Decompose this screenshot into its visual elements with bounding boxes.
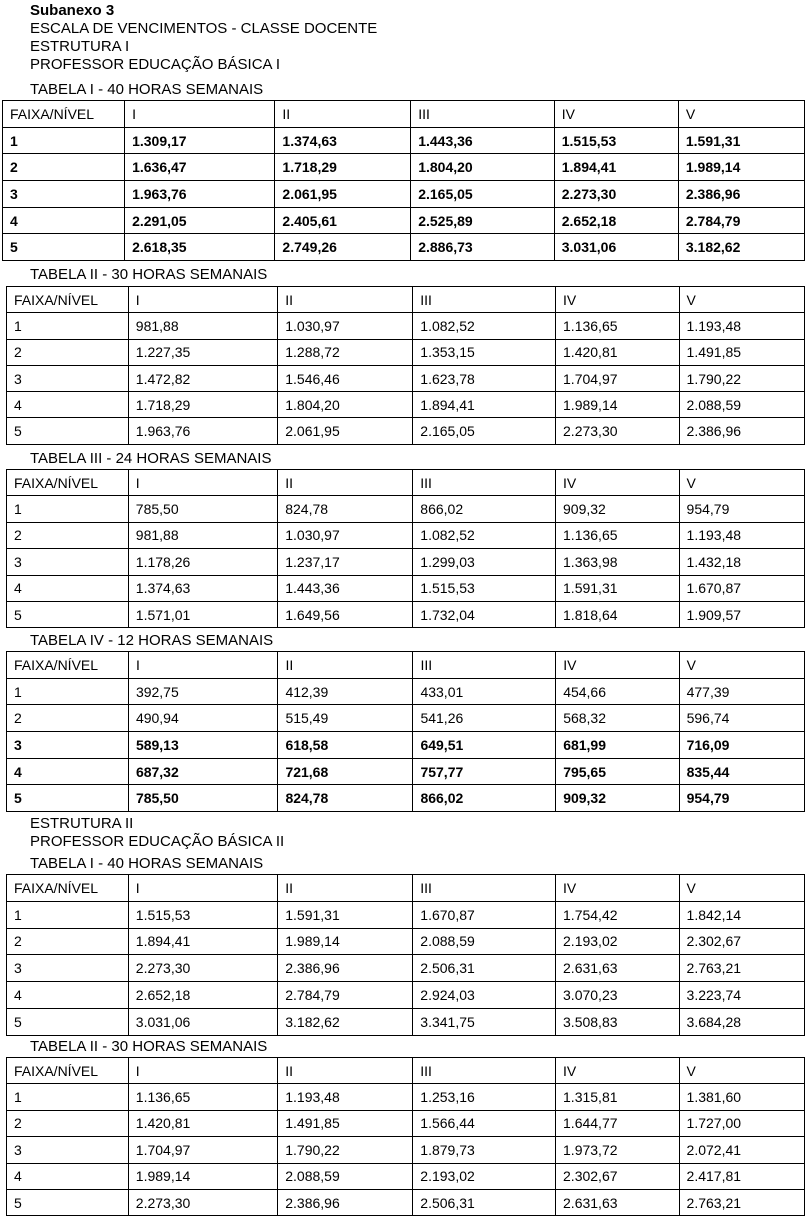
salary-cell: 1.432,18	[679, 549, 804, 575]
faixa-cell: 2	[7, 1110, 129, 1136]
salary-cell: 3.684,28	[679, 1008, 804, 1035]
salary-cell: 2.763,21	[679, 1189, 804, 1215]
table-row	[3, 127, 805, 154]
salary-cell: 2.386,96	[679, 418, 804, 444]
salary-cell: 1.299,03	[413, 549, 556, 575]
salary-cell: 1.804,20	[411, 154, 555, 181]
salary-cell: 1.309,17	[125, 127, 275, 154]
salary-table	[6, 651, 805, 812]
salary-cell: 1.644,77	[556, 1110, 680, 1136]
table-title: TABELA I - 40 HORAS SEMANAIS	[30, 855, 264, 872]
level-header: V	[679, 875, 804, 902]
salary-cell: 1.253,16	[413, 1084, 556, 1110]
salary-cell: 2.088,59	[413, 928, 556, 955]
salary-cell: 2.631,63	[556, 1189, 680, 1215]
salary-cell: 1.790,22	[278, 1137, 413, 1163]
professor-title: PROFESSOR EDUCAÇÃO BÁSICA I	[30, 56, 281, 73]
salary-cell: 1.227,35	[128, 339, 277, 365]
faixa-cell: 2	[3, 154, 125, 181]
table-row	[3, 234, 805, 261]
faixa-cell: 1	[7, 496, 129, 522]
salary-cell: 1.546,46	[278, 365, 413, 391]
structure2-title: ESTRUTURA II	[30, 815, 134, 832]
salary-cell: 1.491,85	[278, 1110, 413, 1136]
faixa-cell: 2	[7, 928, 129, 955]
salary-cell: 909,32	[556, 785, 679, 812]
salary-table	[2, 100, 805, 261]
table-row	[7, 678, 805, 705]
salary-cell: 1.363,98	[556, 549, 680, 575]
faixa-cell: 2	[7, 339, 129, 365]
scale-title: ESCALA DE VENCIMENTOS - CLASSE DOCENTE	[30, 20, 378, 37]
salary-cell: 1.732,04	[413, 601, 556, 627]
salary-cell: 1.136,65	[128, 1084, 277, 1110]
table-title: TABELA II - 30 HORAS SEMANAIS	[30, 1038, 268, 1055]
salary-cell: 954,79	[679, 496, 804, 522]
salary-cell: 1.030,97	[278, 313, 413, 339]
salary-cell: 1.082,52	[413, 313, 556, 339]
table-row	[3, 154, 805, 181]
faixa-cell: 3	[7, 1137, 129, 1163]
salary-cell: 1.515,53	[554, 127, 678, 154]
table-row	[7, 732, 805, 759]
salary-cell: 866,02	[413, 785, 556, 812]
faixa-nivel-header: FAIXA/NÍVEL	[7, 652, 129, 679]
salary-cell: 824,78	[278, 496, 413, 522]
salary-cell: 490,94	[128, 705, 278, 732]
salary-cell: 2.193,02	[556, 928, 680, 955]
table-row	[7, 982, 805, 1009]
salary-cell: 618,58	[278, 732, 413, 759]
level-header: I	[128, 875, 277, 902]
level-header: III	[413, 287, 556, 313]
level-header: I	[128, 287, 277, 313]
salary-cell: 1.193,48	[679, 313, 804, 339]
salary-cell: 2.061,95	[278, 418, 413, 444]
level-header: I	[128, 652, 278, 679]
salary-cell: 649,51	[413, 732, 556, 759]
table-title: TABELA I - 40 HORAS SEMANAIS	[30, 81, 264, 98]
document-header	[30, 2, 377, 74]
level-header: V	[679, 287, 804, 313]
table-row	[7, 496, 805, 522]
salary-cell: 3.508,83	[556, 1008, 680, 1035]
table-row	[7, 1110, 805, 1136]
salary-cell: 909,32	[556, 496, 680, 522]
faixa-nivel-header: FAIXA/NÍVEL	[3, 101, 125, 128]
level-header: V	[679, 1058, 804, 1084]
salary-cell: 981,88	[128, 522, 277, 548]
salary-cell: 1.353,15	[413, 339, 556, 365]
faixa-cell: 1	[7, 678, 129, 705]
table-row	[7, 785, 805, 812]
faixa-nivel-header: FAIXA/NÍVEL	[7, 287, 129, 313]
table-header-row	[7, 875, 805, 902]
salary-cell: 1.718,29	[128, 392, 277, 418]
salary-cell: 2.386,96	[678, 181, 804, 208]
salary-cell: 2.273,30	[554, 181, 678, 208]
salary-cell: 721,68	[278, 758, 413, 785]
faixa-cell: 2	[7, 522, 129, 548]
table-row	[7, 1084, 805, 1110]
salary-cell: 1.030,97	[278, 522, 413, 548]
salary-cell: 1.754,42	[556, 901, 680, 928]
salary-cell: 1.193,48	[679, 522, 804, 548]
table-row	[7, 601, 805, 627]
level-header: II	[278, 470, 413, 496]
salary-cell: 2.618,35	[125, 234, 275, 261]
table-header-row	[3, 101, 805, 128]
professor2-title: PROFESSOR EDUCAÇÃO BÁSICA II	[30, 833, 285, 850]
salary-cell: 2.088,59	[679, 392, 804, 418]
salary-cell: 1.818,64	[556, 601, 680, 627]
level-header: IV	[556, 652, 679, 679]
salary-cell: 392,75	[128, 678, 278, 705]
salary-cell: 2.302,67	[556, 1163, 680, 1189]
salary-cell: 412,39	[278, 678, 413, 705]
level-header: III	[413, 470, 556, 496]
salary-cell: 1.718,29	[275, 154, 411, 181]
faixa-cell: 1	[3, 127, 125, 154]
faixa-cell: 4	[7, 758, 129, 785]
salary-cell: 1.381,60	[679, 1084, 804, 1110]
salary-cell: 1.491,85	[679, 339, 804, 365]
salary-cell: 1.315,81	[556, 1084, 680, 1110]
salary-cell: 596,74	[679, 705, 804, 732]
salary-cell: 2.506,31	[413, 1189, 556, 1215]
salary-cell: 716,09	[679, 732, 804, 759]
salary-cell: 1.973,72	[556, 1137, 680, 1163]
level-header: IV	[556, 470, 680, 496]
salary-cell: 1.704,97	[128, 1137, 277, 1163]
salary-cell: 2.273,30	[556, 418, 680, 444]
salary-cell: 1.591,31	[556, 575, 680, 601]
salary-cell: 1.989,14	[556, 392, 680, 418]
salary-cell: 1.443,36	[278, 575, 413, 601]
salary-cell: 1.136,65	[556, 522, 680, 548]
salary-cell: 2.273,30	[128, 955, 277, 982]
salary-cell: 2.405,61	[275, 207, 411, 234]
salary-cell: 1.894,41	[554, 154, 678, 181]
level-header: V	[678, 101, 804, 128]
salary-cell: 541,26	[413, 705, 556, 732]
salary-cell: 1.288,72	[278, 339, 413, 365]
salary-cell: 1.443,36	[411, 127, 555, 154]
salary-cell: 3.182,62	[278, 1008, 413, 1035]
level-header: IV	[556, 875, 680, 902]
table-title: TABELA II - 30 HORAS SEMANAIS	[30, 266, 268, 283]
table-row	[7, 522, 805, 548]
salary-cell: 2.291,05	[125, 207, 275, 234]
level-header: I	[128, 1058, 277, 1084]
salary-cell: 2.302,67	[679, 928, 804, 955]
table-row	[7, 549, 805, 575]
salary-cell: 2.273,30	[128, 1189, 277, 1215]
faixa-cell: 3	[7, 365, 129, 391]
salary-cell: 785,50	[128, 785, 278, 812]
level-header: I	[128, 470, 277, 496]
salary-cell: 3.223,74	[679, 982, 804, 1009]
level-header: IV	[556, 287, 680, 313]
salary-cell: 1.879,73	[413, 1137, 556, 1163]
salary-cell: 2.525,89	[411, 207, 555, 234]
salary-cell: 1.082,52	[413, 522, 556, 548]
faixa-cell: 2	[7, 705, 129, 732]
salary-cell: 687,32	[128, 758, 278, 785]
salary-cell: 1.636,47	[125, 154, 275, 181]
salary-cell: 1.894,41	[413, 392, 556, 418]
salary-table	[6, 1057, 805, 1216]
salary-cell: 1.623,78	[413, 365, 556, 391]
salary-cell: 1.374,63	[128, 575, 277, 601]
salary-cell: 1.909,57	[679, 601, 804, 627]
table-header-row	[7, 287, 805, 313]
salary-cell: 589,13	[128, 732, 278, 759]
table-row	[7, 928, 805, 955]
table-title: TABELA III - 24 HORAS SEMANAIS	[30, 450, 272, 467]
faixa-cell: 1	[7, 901, 129, 928]
table-row	[7, 1163, 805, 1189]
table-row	[7, 1137, 805, 1163]
level-header: IV	[556, 1058, 680, 1084]
structure-title: ESTRUTURA I	[30, 38, 130, 55]
salary-cell: 1.963,76	[128, 418, 277, 444]
salary-cell: 1.515,53	[128, 901, 277, 928]
faixa-cell: 5	[7, 1189, 129, 1215]
table-header-row	[7, 470, 805, 496]
salary-cell: 1.237,17	[278, 549, 413, 575]
level-header: II	[275, 101, 411, 128]
faixa-cell: 5	[7, 418, 129, 444]
salary-cell: 3.031,06	[554, 234, 678, 261]
table-row	[7, 339, 805, 365]
table-row	[3, 207, 805, 234]
salary-cell: 1.790,22	[679, 365, 804, 391]
table-row	[7, 901, 805, 928]
salary-cell: 1.989,14	[128, 1163, 277, 1189]
salary-cell: 3.070,23	[556, 982, 680, 1009]
salary-cell: 1.136,65	[556, 313, 680, 339]
salary-cell: 681,99	[556, 732, 679, 759]
table-row	[7, 955, 805, 982]
salary-cell: 2.784,79	[678, 207, 804, 234]
salary-cell: 1.963,76	[125, 181, 275, 208]
table-row	[7, 1008, 805, 1035]
salary-cell: 1.193,48	[278, 1084, 413, 1110]
salary-cell: 1.727,00	[679, 1110, 804, 1136]
salary-cell: 477,39	[679, 678, 804, 705]
faixa-nivel-header: FAIXA/NÍVEL	[7, 470, 129, 496]
salary-cell: 2.506,31	[413, 955, 556, 982]
salary-table	[6, 286, 805, 445]
level-header: II	[278, 1058, 413, 1084]
salary-cell: 2.193,02	[413, 1163, 556, 1189]
table-row	[3, 181, 805, 208]
salary-table	[6, 874, 805, 1036]
faixa-nivel-header: FAIXA/NÍVEL	[7, 1058, 129, 1084]
salary-cell: 2.652,18	[554, 207, 678, 234]
level-header: I	[125, 101, 275, 128]
salary-cell: 954,79	[679, 785, 804, 812]
table-row	[7, 365, 805, 391]
table-header-row	[7, 652, 805, 679]
faixa-cell: 1	[7, 313, 129, 339]
salary-cell: 1.804,20	[278, 392, 413, 418]
faixa-cell: 4	[7, 575, 129, 601]
salary-cell: 3.341,75	[413, 1008, 556, 1035]
salary-cell: 1.420,81	[556, 339, 680, 365]
salary-cell: 2.386,96	[278, 955, 413, 982]
salary-cell: 2.088,59	[278, 1163, 413, 1189]
salary-cell: 2.165,05	[411, 181, 555, 208]
salary-cell: 1.591,31	[678, 127, 804, 154]
level-header: V	[679, 652, 804, 679]
faixa-cell: 4	[7, 1163, 129, 1189]
salary-cell: 1.894,41	[128, 928, 277, 955]
salary-cell: 2.061,95	[275, 181, 411, 208]
salary-cell: 515,49	[278, 705, 413, 732]
level-header: III	[413, 1058, 556, 1084]
salary-cell: 1.571,01	[128, 601, 277, 627]
table-row	[7, 313, 805, 339]
table-row	[7, 1189, 805, 1215]
salary-cell: 866,02	[413, 496, 556, 522]
salary-cell: 785,50	[128, 496, 277, 522]
salary-cell: 2.417,81	[679, 1163, 804, 1189]
subanexo-label: Subanexo 3	[30, 2, 115, 19]
salary-cell: 1.989,14	[678, 154, 804, 181]
faixa-cell: 5	[7, 785, 129, 812]
faixa-cell: 3	[3, 181, 125, 208]
salary-cell: 2.886,73	[411, 234, 555, 261]
faixa-cell: 4	[7, 392, 129, 418]
salary-cell: 835,44	[679, 758, 804, 785]
table-header-row	[7, 1058, 805, 1084]
faixa-nivel-header: FAIXA/NÍVEL	[7, 875, 129, 902]
salary-cell: 2.749,26	[275, 234, 411, 261]
salary-cell: 1.178,26	[128, 549, 277, 575]
salary-cell: 2.072,41	[679, 1137, 804, 1163]
table-row	[7, 392, 805, 418]
table-title: TABELA IV - 12 HORAS SEMANAIS	[30, 632, 274, 649]
salary-cell: 2.924,03	[413, 982, 556, 1009]
table-row	[7, 705, 805, 732]
salary-cell: 1.472,82	[128, 365, 277, 391]
salary-cell: 3.182,62	[678, 234, 804, 261]
table-row	[7, 418, 805, 444]
salary-cell: 1.374,63	[275, 127, 411, 154]
salary-cell: 568,32	[556, 705, 679, 732]
salary-cell: 2.784,79	[278, 982, 413, 1009]
salary-cell: 1.989,14	[278, 928, 413, 955]
table-row	[7, 758, 805, 785]
table-row	[7, 575, 805, 601]
salary-cell: 433,01	[413, 678, 556, 705]
salary-cell: 1.670,87	[413, 901, 556, 928]
faixa-cell: 5	[7, 601, 129, 627]
salary-cell: 1.566,44	[413, 1110, 556, 1136]
faixa-cell: 4	[7, 982, 129, 1009]
salary-cell: 1.842,14	[679, 901, 804, 928]
structure2-header	[30, 815, 284, 851]
level-header: II	[278, 875, 413, 902]
salary-cell: 981,88	[128, 313, 277, 339]
salary-cell: 1.591,31	[278, 901, 413, 928]
level-header: II	[278, 287, 413, 313]
salary-cell: 1.515,53	[413, 575, 556, 601]
faixa-cell: 1	[7, 1084, 129, 1110]
level-header: III	[413, 652, 556, 679]
salary-cell: 3.031,06	[128, 1008, 277, 1035]
salary-table	[6, 469, 805, 628]
salary-cell: 1.420,81	[128, 1110, 277, 1136]
faixa-cell: 4	[3, 207, 125, 234]
faixa-cell: 5	[3, 234, 125, 261]
faixa-cell: 3	[7, 549, 129, 575]
salary-cell: 2.386,96	[278, 1189, 413, 1215]
level-header: III	[411, 101, 555, 128]
salary-cell: 454,66	[556, 678, 679, 705]
salary-cell: 2.652,18	[128, 982, 277, 1009]
faixa-cell: 5	[7, 1008, 129, 1035]
salary-cell: 795,65	[556, 758, 679, 785]
salary-cell: 1.670,87	[679, 575, 804, 601]
level-header: IV	[554, 101, 678, 128]
salary-cell: 1.649,56	[278, 601, 413, 627]
level-header: III	[413, 875, 556, 902]
salary-cell: 824,78	[278, 785, 413, 812]
level-header: II	[278, 652, 413, 679]
salary-cell: 2.763,21	[679, 955, 804, 982]
salary-cell: 2.165,05	[413, 418, 556, 444]
salary-cell: 1.704,97	[556, 365, 680, 391]
level-header: V	[679, 470, 804, 496]
faixa-cell: 3	[7, 732, 129, 759]
faixa-cell: 3	[7, 955, 129, 982]
salary-cell: 757,77	[413, 758, 556, 785]
salary-cell: 2.631,63	[556, 955, 680, 982]
